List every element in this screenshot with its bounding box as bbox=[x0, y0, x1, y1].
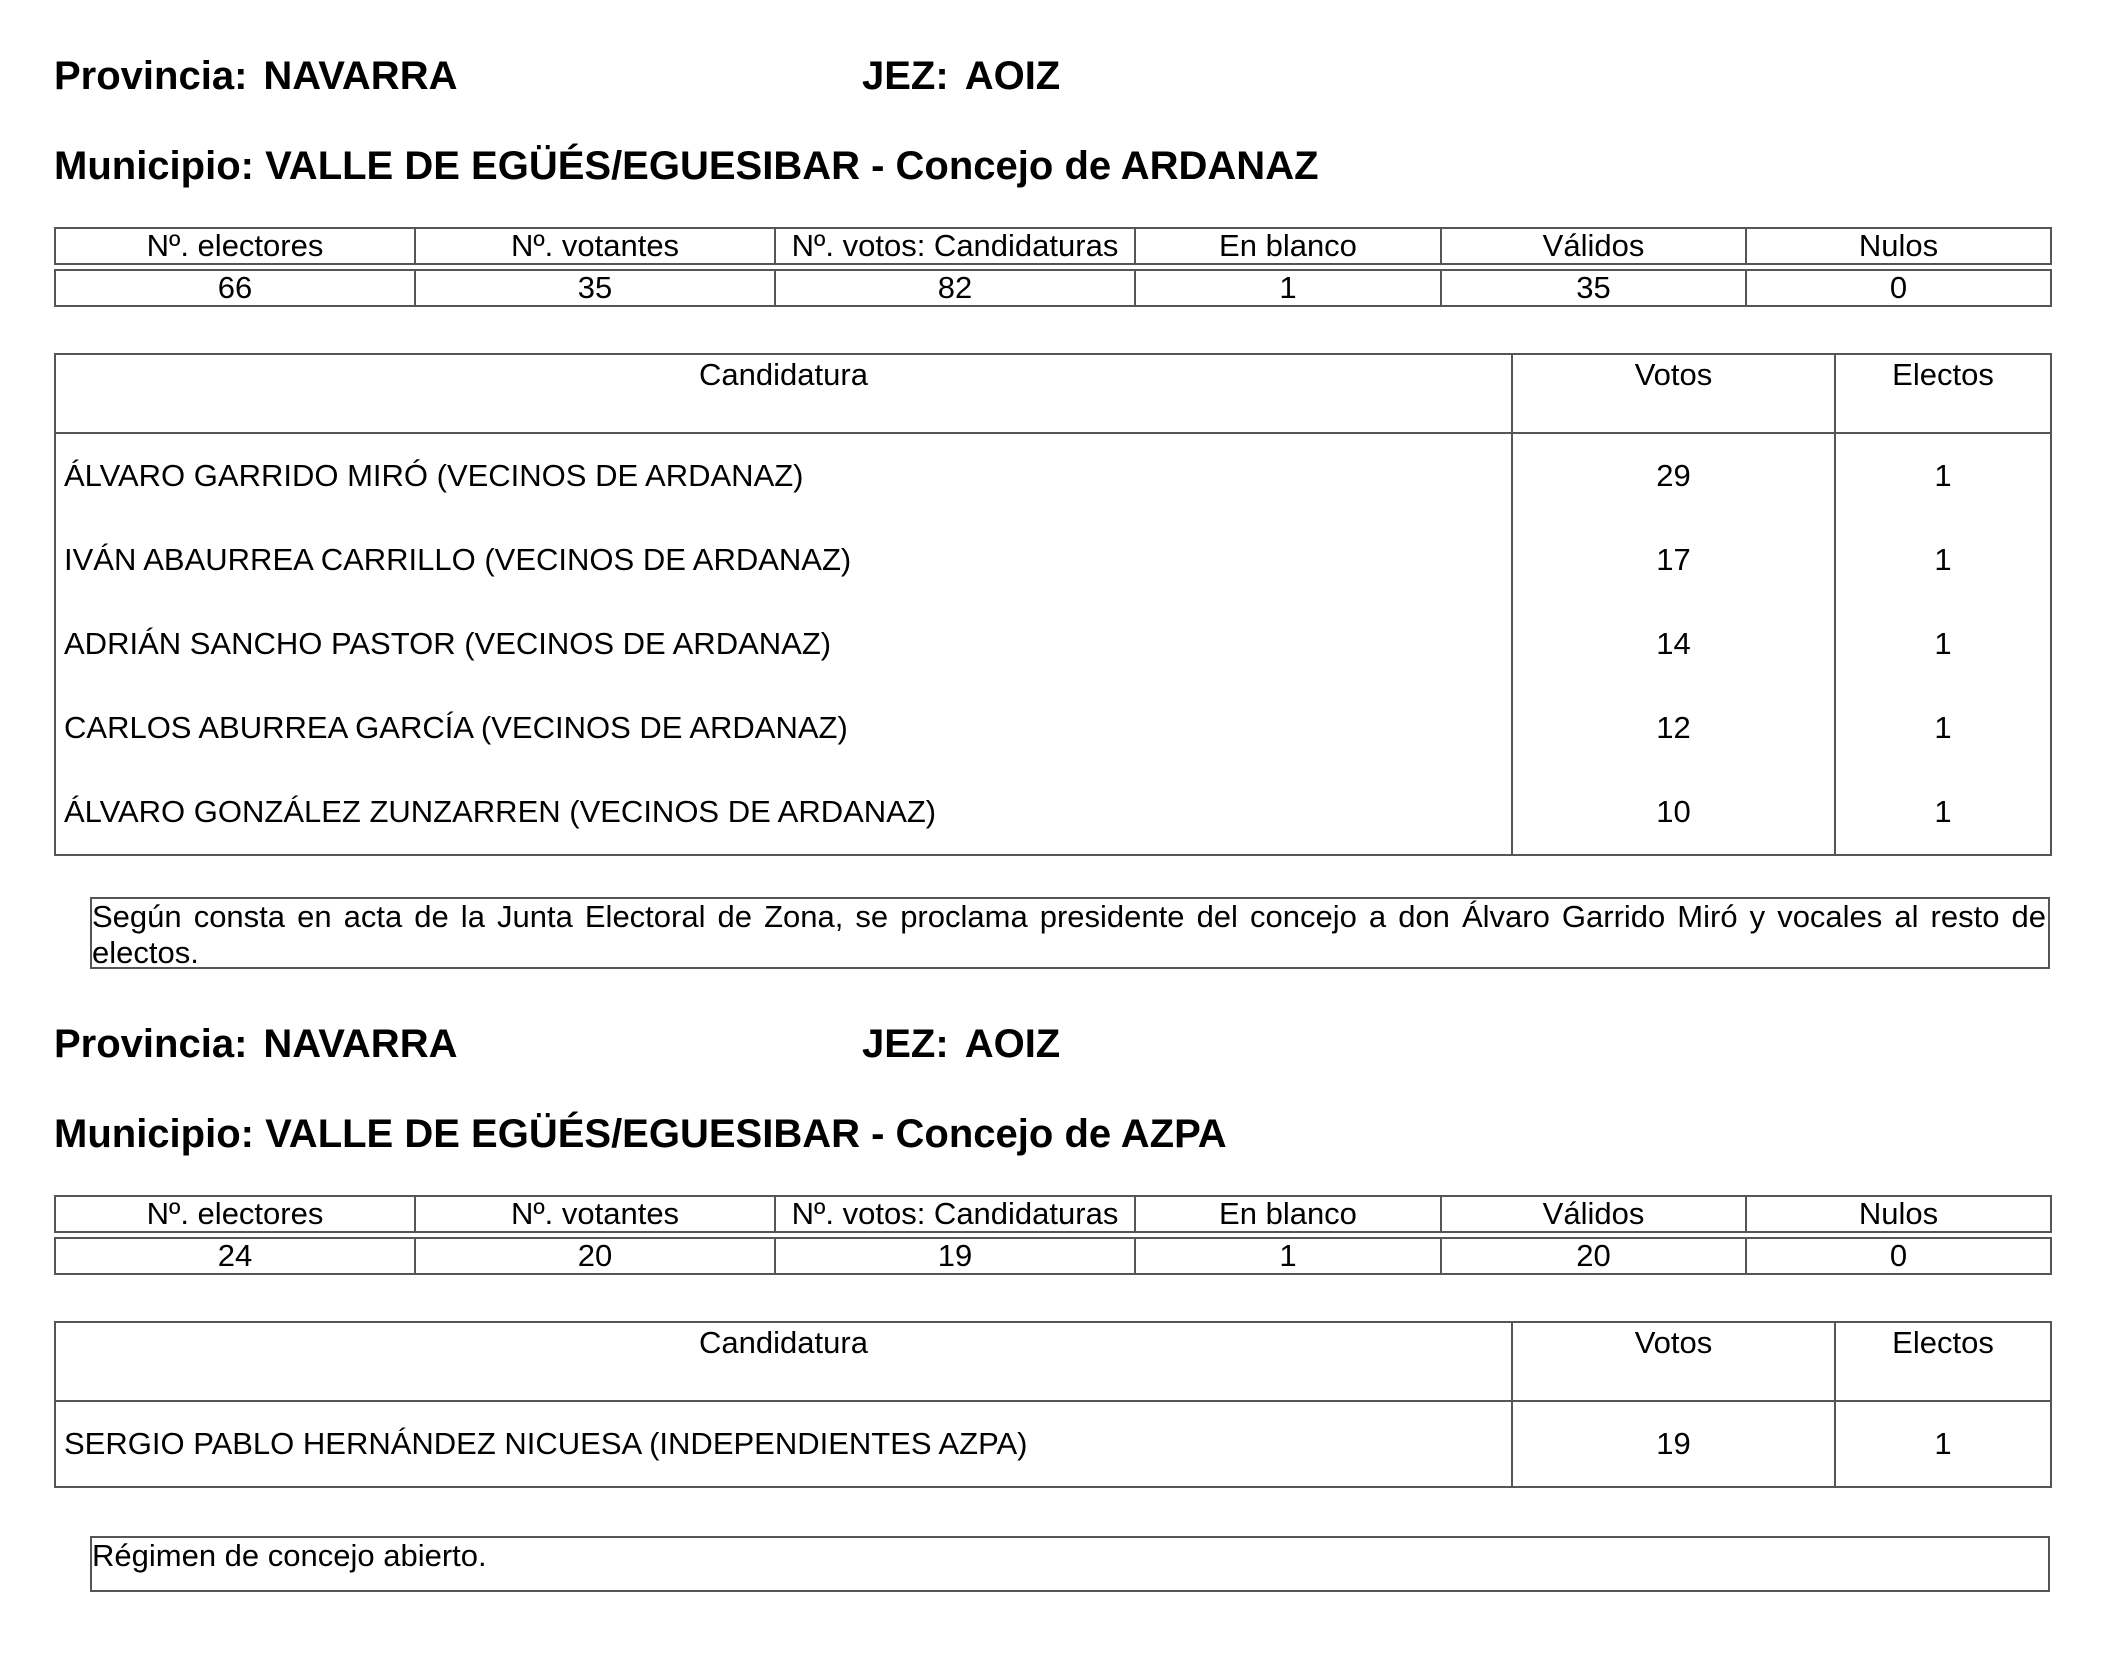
jez-label: JEZ: bbox=[862, 1022, 949, 1066]
table-row bbox=[55, 686, 2051, 770]
cand-header-votos: Votos bbox=[1512, 354, 1835, 433]
stats-value-validos: 35 bbox=[1441, 270, 1746, 306]
stats-header-electores: Nº. electores bbox=[55, 1196, 415, 1232]
candidaturas-table bbox=[54, 1321, 2052, 1488]
stats-value-validos: 20 bbox=[1441, 1238, 1746, 1274]
provincia-value: NAVARRA bbox=[263, 1022, 458, 1066]
stats-header-nulos: Nulos bbox=[1746, 1196, 2051, 1232]
stats-values-table bbox=[54, 269, 2052, 307]
stats-value-en-blanco: 1 bbox=[1135, 1238, 1441, 1274]
provincia-label: Provincia: bbox=[54, 1022, 248, 1066]
provincia-value: NAVARRA bbox=[263, 54, 458, 98]
provincia-label: Provincia: bbox=[54, 54, 248, 98]
cand-header-electos: Electos bbox=[1835, 1322, 2051, 1401]
candidate-name: ADRIÁN SANCHO PASTOR (VECINOS DE ARDANAZ) bbox=[55, 602, 1512, 686]
jez-label: JEZ: bbox=[862, 54, 949, 98]
municipio-heading bbox=[54, 146, 1319, 186]
stats-header-validos: Válidos bbox=[1441, 228, 1746, 264]
stats-header-votantes: Nº. votantes bbox=[415, 1196, 775, 1232]
municipio-value: VALLE DE EGÜÉS/EGUESIBAR - Concejo de AZPA bbox=[265, 1112, 1227, 1156]
cand-header-electos: Electos bbox=[1835, 354, 2051, 433]
stats-header-votos-candidaturas: Nº. votos: Candidaturas bbox=[775, 1196, 1135, 1232]
jez-value: AOIZ bbox=[964, 54, 1061, 98]
stats-header-en-blanco: En blanco bbox=[1135, 1196, 1441, 1232]
candidate-votos: 17 bbox=[1512, 518, 1835, 602]
stats-value-nulos: 0 bbox=[1746, 270, 2051, 306]
regimen-note: Régimen de concejo abierto. bbox=[90, 1536, 2050, 1592]
candidate-votos: 19 bbox=[1512, 1401, 1835, 1487]
jez-value: AOIZ bbox=[964, 1022, 1061, 1066]
stats-header-en-blanco: En blanco bbox=[1135, 228, 1441, 264]
candidate-name: IVÁN ABAURREA CARRILLO (VECINOS DE ARDANAZ) bbox=[55, 518, 1512, 602]
candidate-electos: 1 bbox=[1835, 602, 2051, 686]
candidate-votos: 10 bbox=[1512, 770, 1835, 855]
table-row bbox=[55, 518, 2051, 602]
provincia-heading bbox=[54, 56, 457, 96]
table-row bbox=[55, 1401, 2051, 1487]
municipio-value: VALLE DE EGÜÉS/EGUESIBAR - Concejo de ARDANAZ bbox=[265, 144, 1319, 188]
stats-header-nulos: Nulos bbox=[1746, 228, 2051, 264]
cand-header-votos: Votos bbox=[1512, 1322, 1835, 1401]
provincia-heading bbox=[54, 1024, 457, 1064]
stats-value-votantes: 20 bbox=[415, 1238, 775, 1274]
stats-header-electores: Nº. electores bbox=[55, 228, 415, 264]
jez-heading bbox=[862, 56, 1060, 96]
municipio-label: Municipio: bbox=[54, 144, 254, 188]
candidate-name: CARLOS ABURREA GARCÍA (VECINOS DE ARDANAZ) bbox=[55, 686, 1512, 770]
candidate-votos: 29 bbox=[1512, 433, 1835, 518]
table-row bbox=[55, 433, 2051, 518]
candidate-electos: 1 bbox=[1835, 770, 2051, 855]
cand-header-candidatura: Candidatura bbox=[55, 1322, 1512, 1401]
stats-value-en-blanco: 1 bbox=[1135, 270, 1441, 306]
stats-header-table bbox=[54, 227, 2052, 265]
candidate-name: ÁLVARO GARRIDO MIRÓ (VECINOS DE ARDANAZ) bbox=[55, 433, 1512, 518]
candidate-name: ÁLVARO GONZÁLEZ ZUNZARREN (VECINOS DE ARDANAZ) bbox=[55, 770, 1512, 855]
stats-value-votantes: 35 bbox=[415, 270, 775, 306]
candidate-electos: 1 bbox=[1835, 518, 2051, 602]
stats-value-electores: 24 bbox=[55, 1238, 415, 1274]
stats-header-validos: Válidos bbox=[1441, 1196, 1746, 1232]
candidate-votos: 14 bbox=[1512, 602, 1835, 686]
stats-value-votos-candidaturas: 82 bbox=[775, 270, 1135, 306]
proclamation-note: Según consta en acta de la Junta Electoral de Zona, se proclama presidente del concejo a don Álvaro Garrido Miró y vocales al resto de electos. bbox=[90, 897, 2050, 969]
stats-value-nulos: 0 bbox=[1746, 1238, 2051, 1274]
cand-header-candidatura: Candidatura bbox=[55, 354, 1512, 433]
candidate-electos: 1 bbox=[1835, 433, 2051, 518]
candidate-votos: 12 bbox=[1512, 686, 1835, 770]
candidaturas-table bbox=[54, 353, 2052, 856]
stats-header-votantes: Nº. votantes bbox=[415, 228, 775, 264]
stats-value-votos-candidaturas: 19 bbox=[775, 1238, 1135, 1274]
table-row bbox=[55, 770, 2051, 855]
stats-value-electores: 66 bbox=[55, 270, 415, 306]
municipio-label: Municipio: bbox=[54, 1112, 254, 1156]
candidate-electos: 1 bbox=[1835, 686, 2051, 770]
stats-header-table bbox=[54, 1195, 2052, 1233]
candidate-name: SERGIO PABLO HERNÁNDEZ NICUESA (INDEPENDIENTES AZPA) bbox=[55, 1401, 1512, 1487]
stats-header-votos-candidaturas: Nº. votos: Candidaturas bbox=[775, 228, 1135, 264]
candidate-electos: 1 bbox=[1835, 1401, 2051, 1487]
jez-heading bbox=[862, 1024, 1060, 1064]
municipio-heading bbox=[54, 1114, 1227, 1154]
stats-values-table bbox=[54, 1237, 2052, 1275]
table-row bbox=[55, 602, 2051, 686]
